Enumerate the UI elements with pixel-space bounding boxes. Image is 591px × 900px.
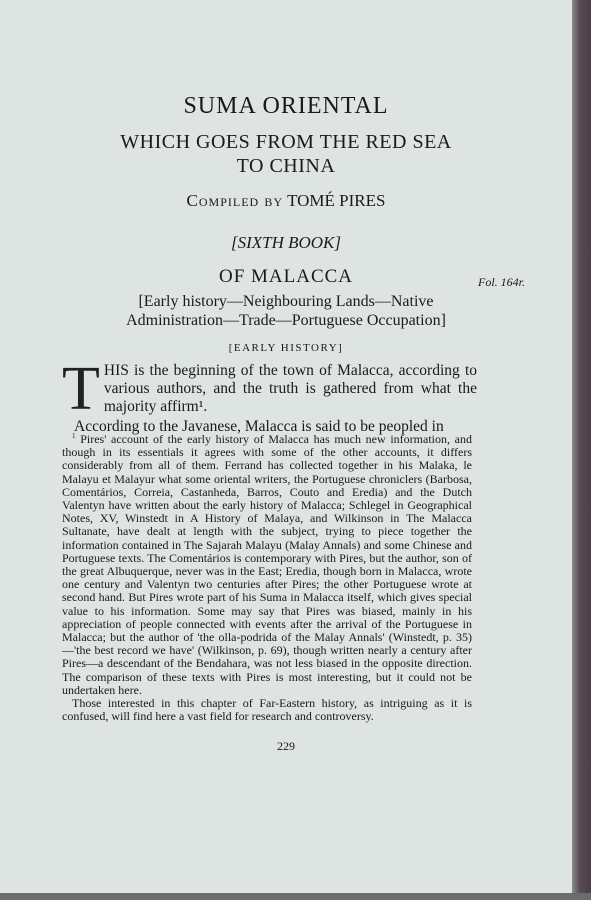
book-bottom-edge [0,893,591,900]
chapter-subheading [0,292,572,330]
footnote [62,430,472,723]
subtitle-line-2: TO CHINA [236,155,336,177]
book-label: [SIXTH BOOK] [230,233,342,252]
footnote-marker: 1 [72,432,76,440]
chapter-title: OF MALACCA [218,266,354,287]
page-number: 229 [277,739,295,753]
section-heading: [EARLY HISTORY] [228,342,344,354]
subtitle-line-1: WHICH GOES FROM THE RED SEA [120,131,452,153]
subhead-line-1: [Early history—Neighbouring Lands—Native [138,293,434,310]
compiled-prefix: Compiled by [186,191,284,210]
drop-cap: T [62,355,100,423]
body-text [62,355,477,436]
book-edge [572,0,591,900]
author-name: TOMÉ PIRES [287,191,386,210]
body-paragraph-1: HIS is the beginning of the town of Malacca, according to various authors, and the truth is gathered from what the majority affirm¹. [103,362,477,415]
footnote-paragraph-1: Pires' account of the early history of Malacca has much new information, and though in its essentials it agrees with some of the other accounts, it differs considerably from all of them. Ferrand has collected together in his Malaka, le Malayu et Malayur what some oriental writers, the Portuguese chroniclers (Barbosa, Comentários, Correia, Castanheda, Barros, Couto and Eredia) and the Dutch Valentyn have written about the early history of Malacca; Schlegel in Geographical Notes, XV, Winstedt in A History of Malaya, and Wilkinson in The Malacca Sultanate, have dealt at length with the subject, trying to piece together the information contained in The Sajarah Malayu (Malay Annals) and some Chinese and Portuguese texts. The Comentários is contemporary with Pires, but the author, son of the great Albuquerque, never was in the East; Eredia, though born in Malacca, wrote one century and Valentyn two centuries after Pires; the other Portuguese wrote at second hand. But Pires wrote part of his Suma in Malacca itself, which gives special value to his information. Some may say that Pires was biased, mainly in his appreciation of people connected with events after the arrival of the Portuguese in Malacca; but the author of 'the olla-podrida of the Malay Annals' (Winstedt, p. 35)—'the best record we have' (Wilkinson, p. 69), though written nearly a century after Pires—a descendant of the Bendahara, was not less biased in the opposite direction. The comparison of these texts with Pires is most interesting, but it could not be undertaken here. [62,432,473,697]
body-paragraph-2: According to the Javanese, Malacca is said to be peopled in [74,418,444,435]
compiled-by [0,191,572,211]
subhead-line-2: Administration—Trade—Portuguese Occupation] [126,312,446,329]
folio-margin-note: Fol. 164r. [478,275,526,289]
page-title: SUMA ORIENTAL [183,93,389,119]
footnote-paragraph-2: Those interested in this chapter of Far-Eastern history, as intriguing as it is confused, will find here a vast field for research and controversy. [62,696,472,724]
